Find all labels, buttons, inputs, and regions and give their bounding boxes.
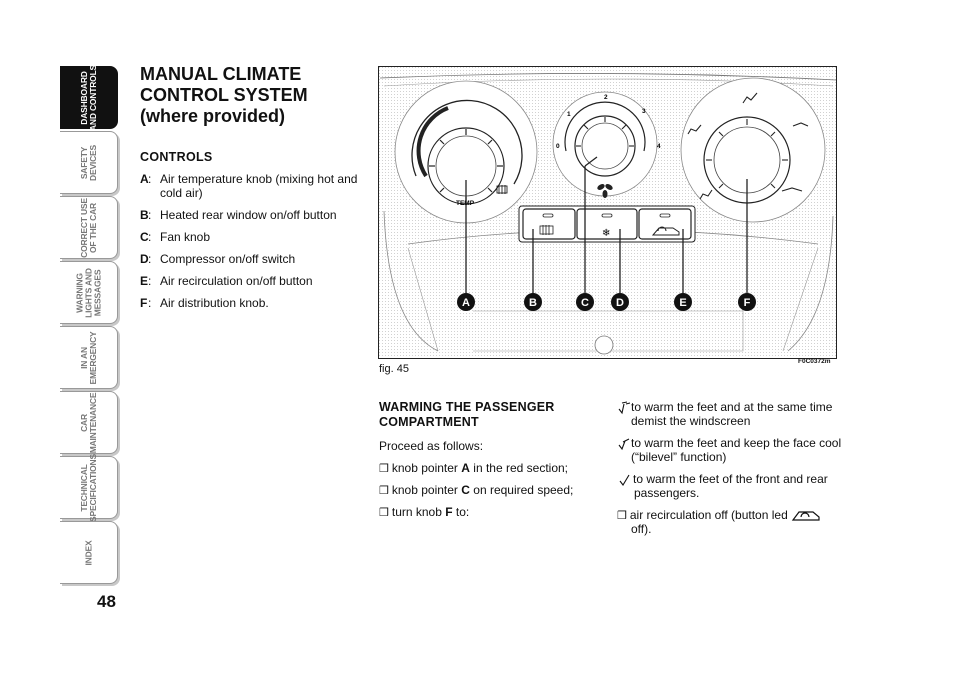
tab-label: SAFETY DEVICES: [78, 144, 98, 181]
fan-scale-label: 2: [604, 94, 608, 101]
list-item: ❒ turn knob F to:: [379, 505, 470, 519]
checkbox-bullet-icon: ❒: [379, 485, 389, 497]
feet-windscreen-icon: [617, 401, 631, 415]
list-item: to warm the feet and keep the face cool: [617, 436, 841, 451]
control-key: A: [140, 172, 149, 186]
list-item: E : Air recirculation on/off button: [140, 274, 313, 288]
figure-caption: fig. 45: [379, 363, 409, 375]
control-description: Fan knob: [160, 230, 211, 244]
checkbox-bullet-icon: ❒: [617, 510, 627, 522]
feet-icon: [617, 473, 633, 487]
callout-d: D: [616, 297, 624, 309]
tab-label: WARNING LIGHTS AND MESSAGES: [74, 267, 102, 318]
list-item: D : Compressor on/off switch: [140, 252, 296, 266]
control-description: Air temperature knob (mixing hot and cold air): [160, 172, 358, 200]
control-description: Compressor on/off switch: [160, 252, 296, 266]
callout-f: F: [743, 297, 751, 309]
warming-intro: Proceed as follows:: [379, 439, 484, 453]
title-line: CONTROL SYSTEM: [140, 85, 308, 105]
callout-c: C: [581, 297, 589, 309]
control-key: C: [140, 230, 149, 244]
tab-correct-use-of-the-car[interactable]: [60, 196, 118, 259]
list-item: to warm the feet and at the same time: [617, 400, 832, 415]
checkbox-bullet-icon: ❒: [379, 507, 389, 519]
control-key: B: [140, 208, 149, 222]
tab-dashboard-and-controls[interactable]: [60, 66, 118, 129]
callout-b: B: [529, 297, 537, 309]
tab-label: TECHNICAL SPECIFICATIONS: [78, 453, 98, 522]
tab-in-an-emergency[interactable]: [60, 326, 118, 389]
list-item: A : Air temperature knob (mixing hot and cold air): [140, 172, 365, 200]
option-text: passengers.: [634, 486, 700, 500]
tab-label: INDEX: [83, 540, 93, 565]
tab-label: CAR MAINTENANCE: [78, 392, 98, 453]
control-description: Heated rear window on/off button: [160, 208, 337, 222]
fan-scale-label: 1: [567, 111, 571, 118]
tab-label: CORRECT USE OF THE CAR: [78, 197, 98, 258]
fan-scale-label: 3: [642, 108, 646, 115]
control-description: Air distribution knob.: [160, 296, 269, 310]
list-item: C : Fan knob: [140, 230, 211, 244]
list-item: to warm the feet of the front and rear: [617, 472, 828, 487]
fan-scale-label: 0: [556, 143, 560, 150]
option-text: (“bilevel” function): [631, 450, 727, 464]
tab-label: DASHBOARD AND CONTROLS: [78, 64, 98, 131]
control-key: D: [140, 252, 149, 266]
list-item: ❒ knob pointer A in the red section;: [379, 461, 568, 475]
tab-index[interactable]: [60, 521, 118, 584]
fan-scale-label: 4: [657, 143, 661, 150]
callout-e: E: [679, 297, 687, 309]
button-panel: [519, 206, 695, 242]
option-text: demist the windscreen: [631, 414, 751, 428]
control-key: F: [140, 296, 148, 310]
control-description: Air recirculation on/off button: [160, 274, 313, 288]
controls-list: [140, 172, 365, 318]
list-item: F : Air distribution knob.: [140, 296, 269, 310]
title-line: (where provided): [140, 106, 286, 126]
list-item: B : Heated rear window on/off button: [140, 208, 337, 222]
air-distribution-knob: [681, 78, 825, 222]
tab-safety-devices[interactable]: [60, 131, 118, 194]
option-text: off).: [631, 522, 652, 536]
tab-car-maintenance[interactable]: [60, 391, 118, 454]
recirculation-icon: [791, 509, 821, 523]
climate-control-diagram: [378, 66, 837, 359]
list-item: ❒ air recirculation off (button led: [617, 508, 821, 523]
callout-a: A: [462, 297, 470, 309]
temp-label: TEMP: [456, 200, 475, 207]
snowflake-icon: ❄: [602, 228, 611, 239]
tab-label: IN AN EMERGENCY: [78, 331, 98, 384]
checkbox-bullet-icon: ❒: [379, 463, 389, 475]
tab-warning-lights-and-messages[interactable]: [60, 261, 118, 324]
bilevel-icon: [617, 437, 631, 451]
page-title: [140, 64, 360, 127]
tab-technical-specifications[interactable]: [60, 453, 118, 522]
warming-heading: WARMING THE PASSENGER COMPARTMENT: [379, 400, 555, 429]
control-key: E: [140, 274, 149, 288]
page-number: 48: [97, 592, 116, 611]
list-item: ❒ knob pointer C on required speed;: [379, 483, 574, 497]
panel-hole: [595, 336, 613, 354]
title-line: MANUAL CLIMATE: [140, 64, 302, 84]
figure-code: F0C0372m: [798, 358, 831, 365]
controls-heading: CONTROLS: [140, 150, 213, 164]
